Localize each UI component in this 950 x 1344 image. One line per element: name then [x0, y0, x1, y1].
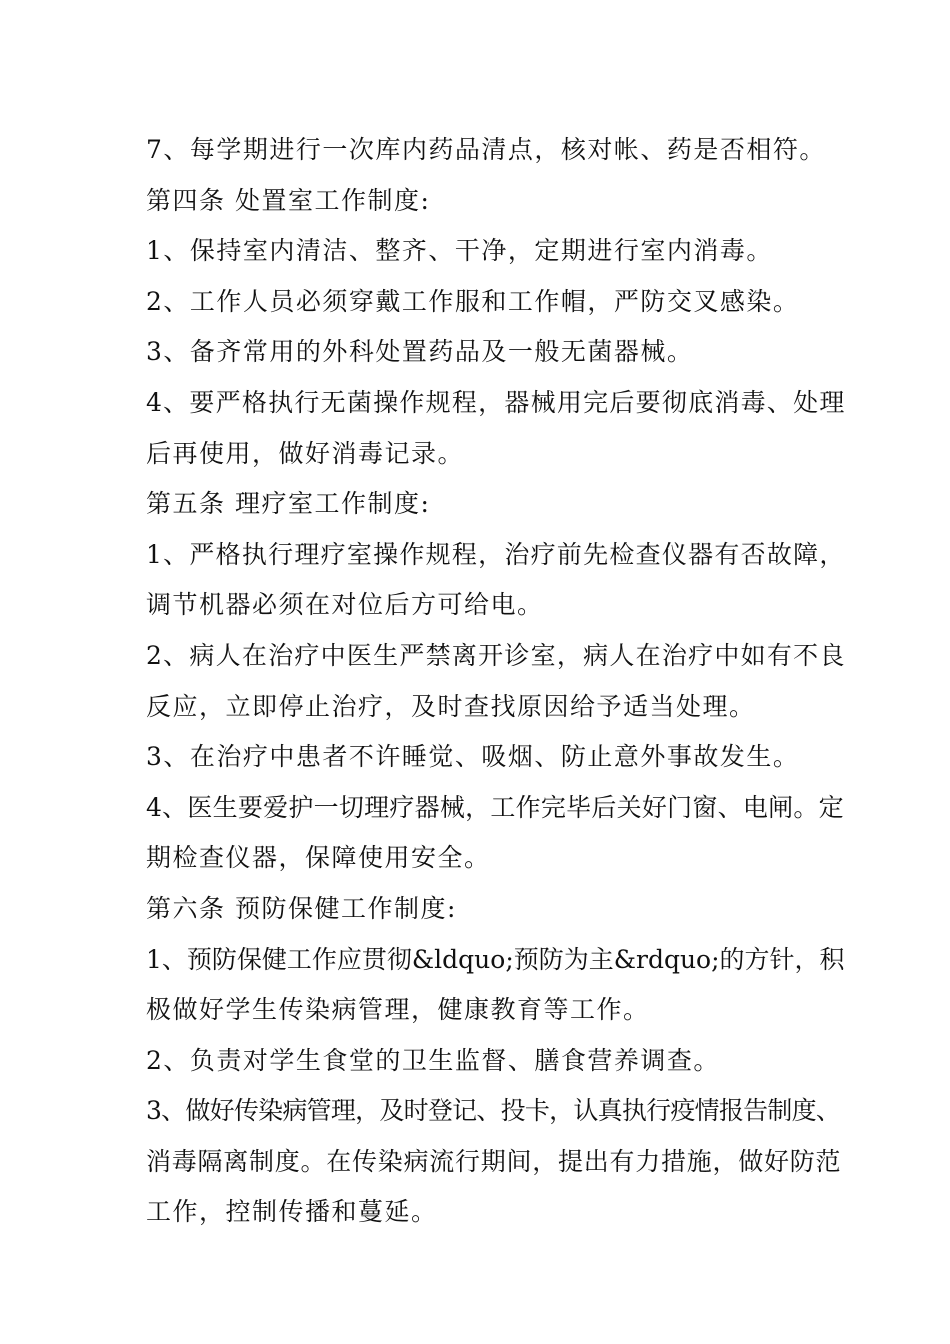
text-line: 4、要严格执行无菌操作规程，器械用完后要彻底消毒、处理: [146, 387, 846, 417]
section-heading: 第六条 预防保健工作制度:: [146, 893, 457, 923]
text-line: 3、在治疗中患者不许睡觉、吸烟、防止意外事故发生。: [146, 742, 800, 772]
text-line: 消毒隔离制度。在传染病流行期间，提出有力措施，做好防范: [146, 1146, 842, 1176]
text-line: 1、严格执行理疗室操作规程，治疗前先检查仪器有否故障，: [146, 539, 846, 569]
text-line: 调节机器必须在对位后方可给电。: [146, 590, 544, 620]
document-body: [146, 125, 846, 1238]
text-line: 3、备齐常用的外科处置药品及一般无菌器械。: [146, 337, 694, 367]
text-line: 极做好学生传染病管理，健康教育等工作。: [146, 995, 650, 1025]
section-heading: 第五条 理疗室工作制度:: [146, 489, 431, 519]
text-line: 工作，控制传播和蔓延。: [146, 1197, 438, 1227]
text-line: 1、预防保健工作应贯彻&ldquo;预防为主&rdquo;的方针，积: [146, 944, 845, 974]
text-line: 后再使用，做好消毒记录。: [146, 438, 465, 468]
text-line: 7、每学期进行一次库内药品清点，核对帐、药是否相符。: [146, 135, 826, 164]
text-line: 期检查仪器，保障使用安全。: [146, 843, 491, 873]
text-line: 反应，立即停止治疗，及时查找原因给予适当处理。: [146, 691, 756, 721]
text-line: 2、负责对学生食堂的卫生监督、膳食营养调查。: [146, 1045, 720, 1075]
section-heading: 第四条 处置室工作制度:: [146, 185, 431, 215]
text-line: 2、工作人员必须穿戴工作服和工作帽，严防交叉感染。: [146, 286, 800, 316]
text-line: 2、病人在治疗中医生严禁离开诊室，病人在治疗中如有不良: [146, 640, 846, 670]
text-line: 4、医生要爱护一切理疗器械，工作完毕后关好门窗、电闸。定: [146, 792, 844, 822]
text-line: 3、做好传染病管理，及时登记、投卡，认真执行疫情报告制度、: [146, 1096, 841, 1126]
text-line: 1、保持室内清洁、整齐、干净，定期进行室内消毒。: [146, 236, 773, 266]
